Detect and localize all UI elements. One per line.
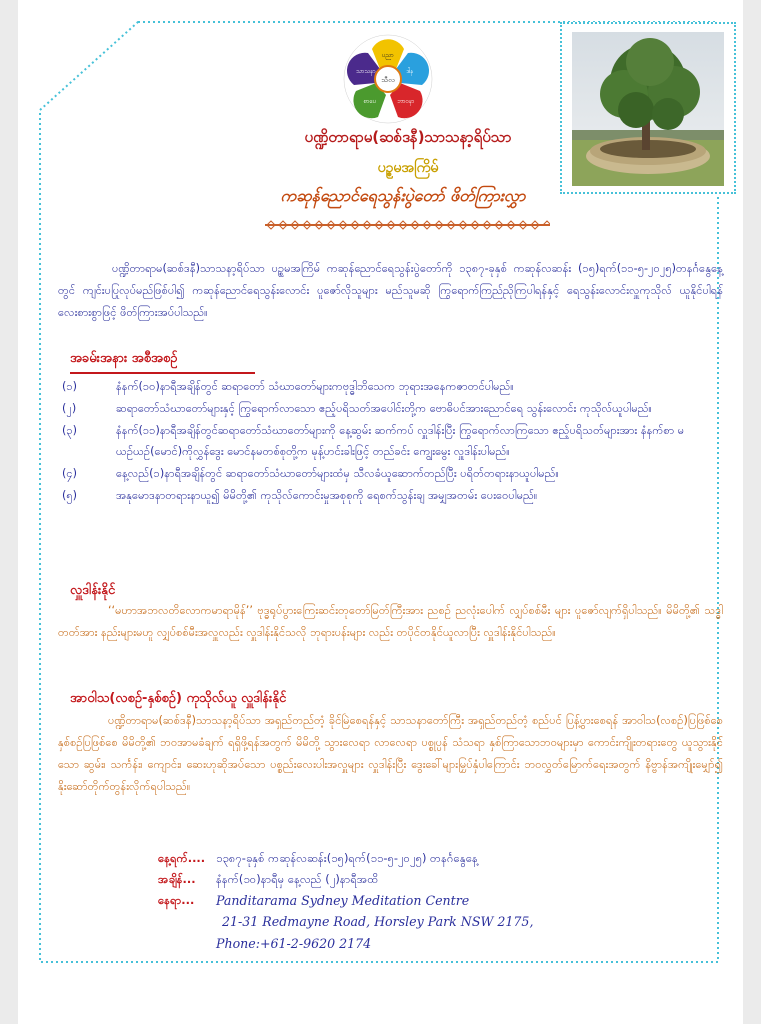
event-title: ကဆုန်ညောင်ရေသွန်းပွဲတော် ဖိတ်ကြားလွှာ	[280, 186, 526, 205]
daily-offering-text: ပဏ္ဍိတာရာမ(ဆစ်ဒနီ)သာသနာ့ရိပ်သာ အရှည်တည်တံ့ ခိုင်မြဲစေရန်နှင့် သာသနာတော်ကြီး အရှည်တည်တံ့ စည်ပင် ပြန့်ပွားစေရန် အာဝါသ(လစဉ်)ပြဖြစ်စေ နှစ်စဉ်ပြဖြစ်စေ မိမိတို့၏ ဘဝအာမခံချက် ရရှိဖို့ရန်အတွက် မိမိတို့ သွားလေရာ လာလေရာ ပစ္စုပ္ပန် သံသရာ နှစ်ကြာသောဘဝများမှာ ကောင်းကျိုးတရားတွေ ယူသွားနိုင်သော ဆွမ်း၊ သင်္ကန်း၊ ကျောင်း၊ ဆေးဟုဆိုအပ်သော ပစ္စည်းလေးပါးအလှူများ လှူဒါန်းပြီး ဒွေးခေါ်များမြှပ်နှံပါကြောင်း ဘဝလွှတ်မြောက်ရေးအတွက် နိဗ္ဗာန်အကျိုးမျှော်၍ နိုးဆော်တိုက်တွန်းလိုက်ရပါသည်။	[58, 714, 723, 793]
time-value: နံနက်(၁၀)နာရီမှ နေ့လည် (၂)နာရီအထိ	[216, 872, 379, 886]
donation-text: ‘‘မဟာအဘလတိလောကမာရာမိုန်’’ ဗုဒ္ဓရုပ်ပွားကြေးဆင်းတုတော်မြတ်ကြီးအား ညစဉ် ညလုံးပေါက် လျှပ်စစ်မီး များ ပူဇော်လျက်ရှိပါသည်။ မိမိတို့၏ သဒ္ဓါတတ်အား နည်းများမဟူ လျှပ်စစ်မီးအလှူလည်း လှူဒါန်းနိုင်သလို ဘုရားပန်းများ လည်း တပိုင်တနိုင်ယူလာပြီး လှူဒါန်းနိုင်ပါသည်။	[58, 604, 723, 639]
item-text: နေ့လည်(၁)နာရီအချိန်တွင် ဆရာတော်သံဃာတော်များထံမှ သီလခံယူဆောက်တည်ပြီး ပရိတ်တရားနာယူပါမည်။	[116, 467, 559, 480]
item-number: (၃)	[62, 424, 78, 437]
item-text: နံနက်(၁၀)နာရီအချိန်တွင် ဆရာတော် သံဃာတော်များကဗုဒ္ဓါဘိသေက ဘုရားအနေကဇာတင်ပါမည်။	[116, 380, 514, 393]
daily-offering-heading: အာဝါသ(လစဉ်-နှစ်စဉ်) ကုသိုလ်ယူ လှူဒါန်းနိုင်	[70, 691, 287, 706]
program-heading: အခမ်းအနား အစီအစဉ်	[70, 351, 178, 366]
logo-bottom-right-text: ဘာဝနာ	[397, 98, 415, 105]
decorative-divider	[265, 219, 550, 231]
address-line-2: 21-31 Redmayne Road, Horsley Park NSW 2175,	[222, 914, 534, 929]
phone-line: Phone:+61-2-9620 2174	[216, 936, 372, 951]
item-number: (၄)	[62, 467, 78, 480]
logo-bottom-left-text: စာပေ	[363, 98, 377, 105]
item-number: (၂)	[62, 402, 77, 415]
item-number: (၁)	[62, 380, 78, 393]
place-label: နေရာ...	[158, 893, 195, 907]
list-item	[62, 398, 722, 419]
organization-logo	[343, 32, 433, 124]
date-value: ၁၃၈၇-ခုနှစ် ကဆုန်လဆန်း(၁၅)ရက်(၁၁-၅-၂၀၂၅) တနင်္ဂနွေနေ့	[216, 851, 478, 865]
place-row	[158, 890, 718, 911]
list-item	[62, 463, 722, 484]
program-heading-underline	[70, 372, 255, 374]
logo-top-text: ပညာ	[382, 52, 394, 59]
list-item	[62, 376, 722, 397]
time-label: အချိန်...	[158, 872, 196, 886]
event-details	[158, 848, 718, 955]
logo-left-text: သာသနာ	[356, 68, 376, 75]
list-item	[62, 485, 722, 506]
address-line-1: Panditarama Sydney Meditation Centre	[216, 893, 470, 908]
photo-frame	[560, 22, 736, 194]
logo-right-text: ဒါန	[406, 68, 414, 75]
time-row	[158, 869, 718, 890]
date-label: နေ့ရက်....	[158, 851, 206, 865]
invitation-intro: ပဏ္ဍိတာရာမ(ဆစ်ဒနီ)သာသနာ့ရိပ်သာ ပဥ္စမအကြိမ် ကဆုန်ညောင်ရေသွန်းပွဲတော်ကို ၁၃၈၇-ခုနှစ် ကဆုန်လဆန်း (၁၅)ရက်(၁၁-၅-၂၀၂၅)တနင်္ဂနွေနေ့တွင် ကျင်းပပြုလုပ်မည်ဖြစ်ပါ၍ ကဆုန်ညောင်ရေသွန်းလောင်း ပူဇော်လိုသူများ မည်သူမဆို ကြွရောက်ကြည်ညိုကြပါရန်နှင့် ရေသွန်းလောင်းလှူကုသိုလ် ယူနိုင်ပါရန် လေးစားစွာဖြင့် ဖိတ်ကြားအပ်ပါသည်။	[58, 262, 723, 319]
temple-title: ပဏ္ဍိတာရာမ(ဆစ်ဒနီ)သာသနာ့ရိပ်သာ	[304, 128, 512, 146]
donation-heading: လှူဒါန်းနိုင်	[70, 583, 116, 598]
list-item	[62, 420, 722, 462]
date-row	[158, 848, 718, 869]
bodhi-tree-photo	[572, 32, 724, 186]
item-text: အနုမောဒနာတရားနာယူ၍ မိမိတို့၏ ကုသိုလ်ကောင်းမှုအစုစုကို ရေစက်သွန်းချ အမျှအတမ်း ပေးဝေပါမည်။	[116, 489, 538, 502]
program-list	[62, 376, 722, 507]
item-number: (၅)	[62, 489, 78, 502]
invitation-page	[18, 0, 743, 1024]
edition-title: ပဥ္စမအကြိမ်	[377, 160, 439, 176]
item-text: ဆရာတော်သံဃာတော်များနှင့် ကြွရောက်လာသော ဧည့်ပရိသတ်အပေါင်းတို့က ဗောဓိပင်အားညောင်ရေ သွန်းလောင်း ကုသိုလ်ယူပါမည်။	[116, 402, 652, 415]
logo-center-text: သီလ	[381, 76, 395, 84]
item-text: နံနက်(၁၁)နာရီအချိန်တွင်ဆရာတော်သံဃာတော်များကို နေ့ဆွမ်း ဆက်ကပ် လှူဒါန်းပြီး ကြွရောက်လာကြသော ဧည့်ပရိသတ်များအား နံနက်စာ မယဉ်ယဉ်(မောင်)ကိုလွှန်ဒွေး မောင်နမတစ်စုတို့က မုန့်ဟင်းခါးဖြင့် တည်ခင်း ကျွေးမွေး လှူဒါန်းပါမည်။	[116, 424, 685, 458]
